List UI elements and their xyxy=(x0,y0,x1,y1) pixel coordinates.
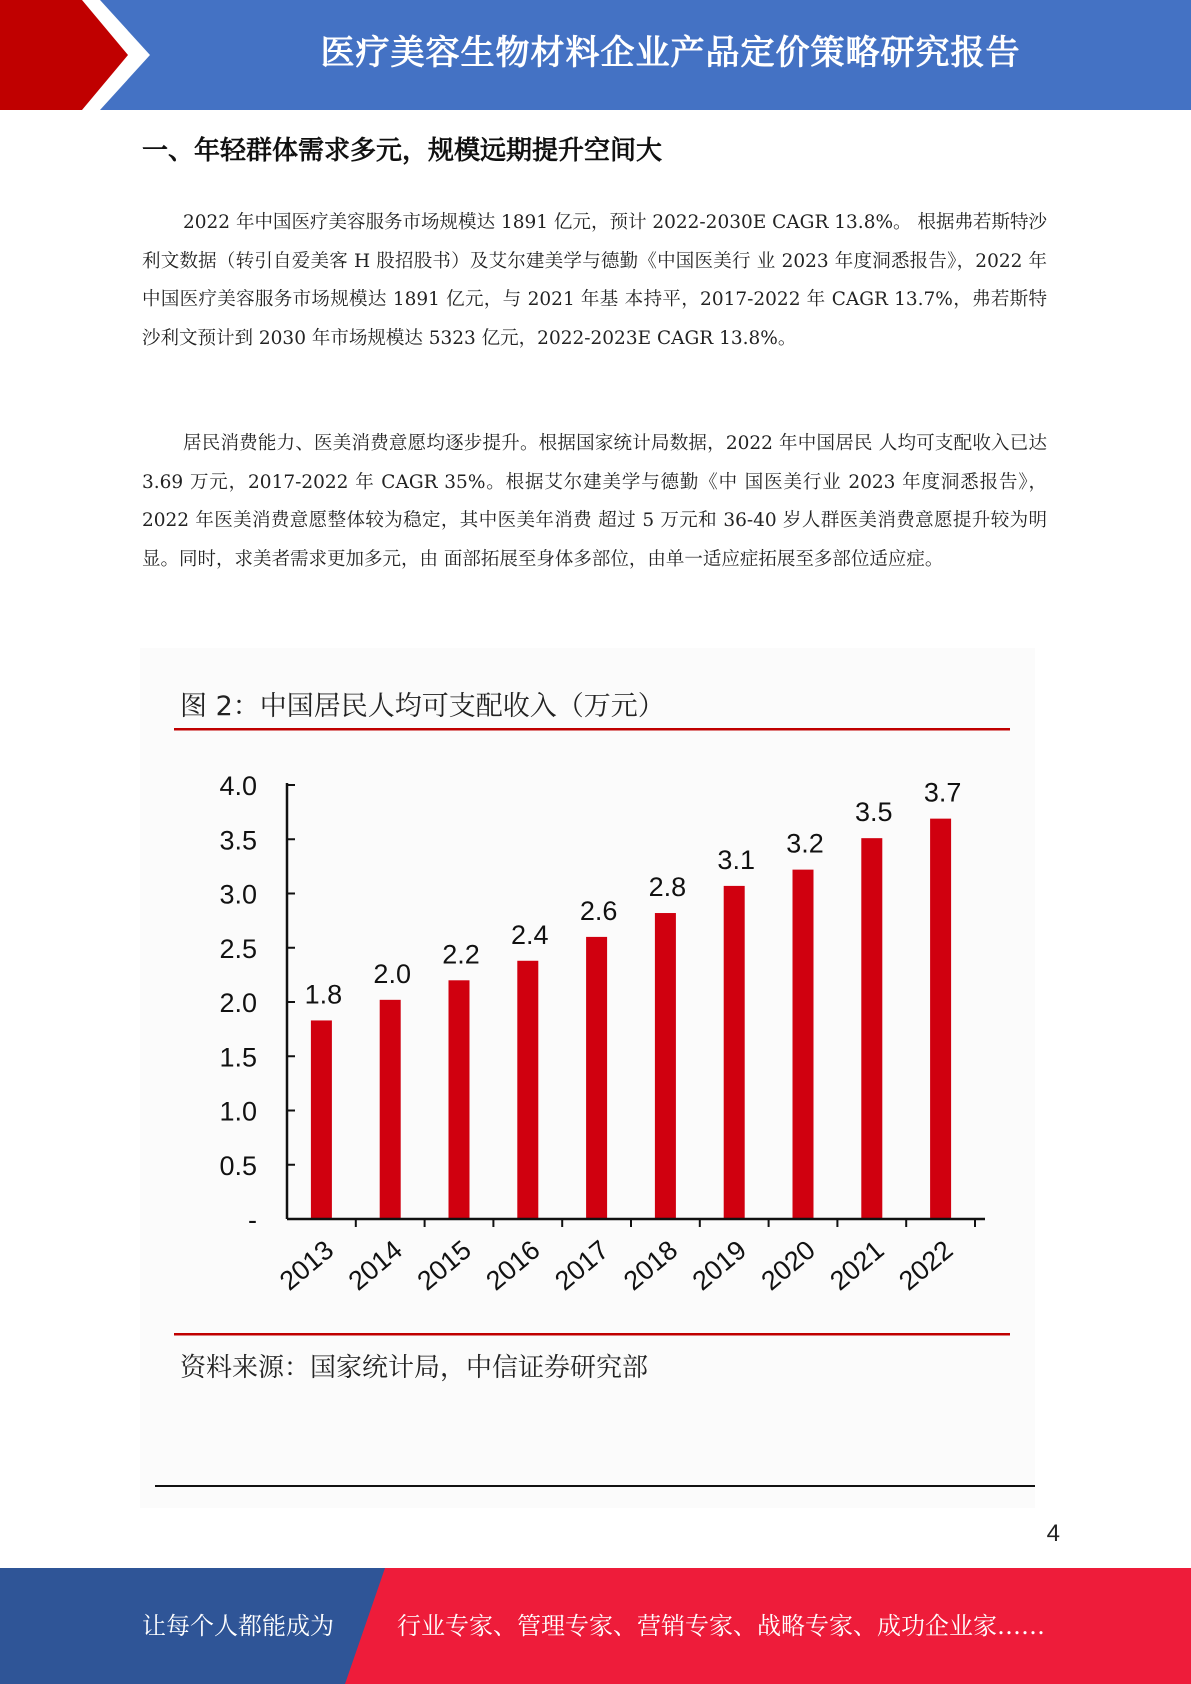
bar xyxy=(449,980,470,1219)
bar xyxy=(586,937,607,1219)
y-tick-label: 2.5 xyxy=(219,933,257,964)
data-label: 3.7 xyxy=(923,777,962,808)
y-tick-label: 0.5 xyxy=(219,1150,257,1181)
bar xyxy=(655,913,676,1219)
data-label: 2.0 xyxy=(373,958,411,989)
data-label: 3.2 xyxy=(786,828,824,859)
footer-slogan-right: 行业专家、管理专家、营销专家、战略专家、成功企业家…… xyxy=(397,1612,1045,1640)
data-label: 2.2 xyxy=(442,939,480,970)
figure-bottom-rule xyxy=(155,1485,1035,1487)
x-tick-label: 2015 xyxy=(411,1234,477,1297)
y-tick-label: - xyxy=(248,1205,257,1235)
x-tick-label: 2013 xyxy=(273,1234,340,1297)
figure-source-rule xyxy=(174,1333,1010,1336)
x-tick-label: 2018 xyxy=(617,1234,684,1297)
x-tick-label: 2016 xyxy=(480,1234,546,1297)
paragraph-market-size: 2022 年中国医疗美容服务市场规模达 1891 亿元，预计 2022-2030E CAGR 13.8%。 根据弗若斯特沙利文数据（转引自爱美客 H 股招股书）及艾尔建美学与德勤《中国医美行 业 2023 年度洞悉报告》，2022 年中国医疗美容服务市场规模达 1891 亿元，与 2021 年基 本持平，2017-2022 年 CAGR 13.7%，弗若斯特沙利文预计到 2030 年市场规模达 5323 亿元，2022-2023E CAGR 13.8%。 xyxy=(142,212,1047,349)
bar xyxy=(861,838,882,1219)
report-title: 医疗美容生物材料企业产品定价策略研究报告 xyxy=(320,33,1021,73)
x-tick-label: 2017 xyxy=(549,1234,615,1297)
figure-income-chart xyxy=(140,648,1035,1508)
x-tick-label: 2020 xyxy=(755,1234,821,1297)
y-axis xyxy=(219,771,295,1235)
bar xyxy=(724,886,745,1219)
figure-source: 资料来源：国家统计局，中信证券研究部 xyxy=(180,1353,649,1383)
data-label: 1.8 xyxy=(304,979,343,1010)
x-tick-label: 2014 xyxy=(342,1234,409,1297)
data-label: 3.5 xyxy=(855,797,893,828)
paragraph-consumption: 居民消费能力、医美消费意愿均逐步提升。根据国家统计局数据，2022 年中国居民 人均可支配收入已达 3.69 万元，2017-2022 年 CAGR 35%。根据艾尔建美学与德勤《中 国医美行业 2023 年度洞悉报告》，2022 年医美消费意愿整体较为稳定，其中医美年消费 超过 5 万元和 36-40 岁人群医美消费意愿提升较为明显。同时，求美者需求更加多元，由 面部拓展至身体多部位，由单一适应症拓展至多部位适应症。 xyxy=(142,433,1047,570)
x-tick-label: 2019 xyxy=(686,1234,753,1297)
y-tick-label: 3.0 xyxy=(219,879,257,910)
bars xyxy=(305,778,962,1219)
footer-band xyxy=(0,1568,1191,1684)
bar xyxy=(517,961,538,1219)
x-tick-label: 2021 xyxy=(824,1234,890,1297)
data-label: 3.1 xyxy=(717,844,755,875)
data-label: 2.4 xyxy=(511,919,549,950)
bar xyxy=(311,1020,332,1219)
y-tick-label: 2.0 xyxy=(219,988,257,1018)
data-label: 2.8 xyxy=(648,872,687,903)
header-band xyxy=(0,0,1191,110)
section-heading: 一、年轻群体需求多元，规模远期提升空间大 xyxy=(142,136,663,166)
bar xyxy=(793,870,814,1219)
y-tick-label: 1.5 xyxy=(219,1042,257,1073)
header-chevron-accent xyxy=(0,0,160,110)
y-tick-label: 3.5 xyxy=(219,825,257,856)
x-tick-label: 2022 xyxy=(893,1234,959,1297)
x-axis xyxy=(274,1219,985,1296)
y-tick-label: 1.0 xyxy=(219,1096,257,1127)
figure-title: 图 2：中国居民人均可支配收入（万元） xyxy=(180,691,665,722)
footer-slogan-left: 让每个人都能成为 xyxy=(142,1612,334,1640)
bar xyxy=(930,819,951,1219)
figure-title-rule xyxy=(174,728,1010,731)
page-number: 4 xyxy=(1046,1520,1060,1547)
y-tick-label: 4.0 xyxy=(219,771,257,801)
bar xyxy=(380,1000,401,1219)
bar-chart xyxy=(140,648,1035,1508)
data-label: 2.6 xyxy=(579,895,618,926)
